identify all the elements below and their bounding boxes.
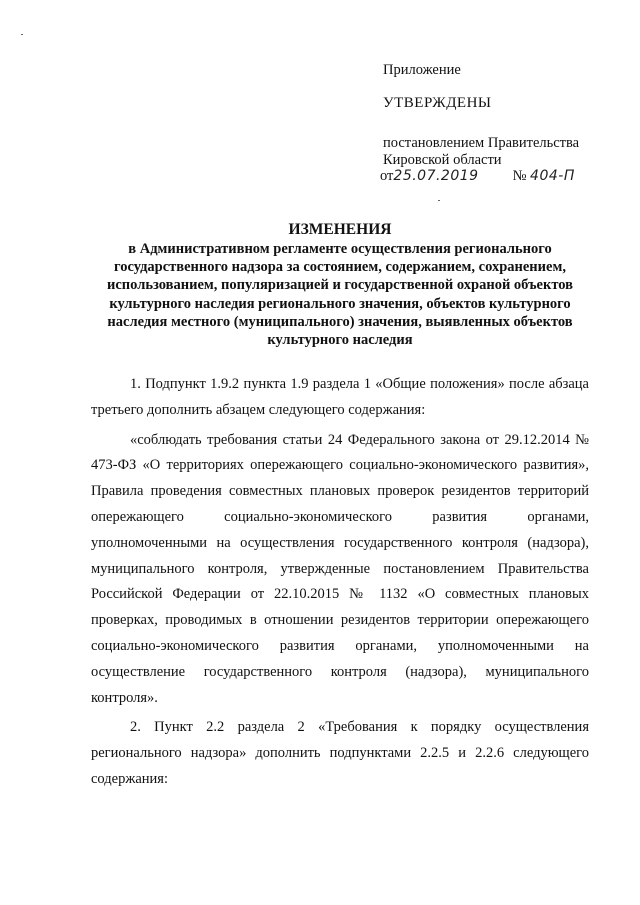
date-prefix: от: [380, 168, 394, 184]
number-prefix: №: [512, 168, 527, 184]
scan-speck: [438, 200, 440, 201]
handwritten-date: 25.07.2019: [393, 168, 479, 184]
appendix-label: Приложение: [383, 62, 461, 78]
handwritten-decree-number: 404-П: [530, 168, 575, 184]
document-body: [91, 372, 589, 793]
approved-label: УТВЕРЖДЕНЫ: [383, 95, 492, 111]
document-subtitle: в Административном регламенте осуществления регионального государственного надзора за состоянием, содержанием, сохранением, использованием, популяризацией и государственной охраной объектов культурного наследия регионального значения, объектов культурного наследия местного (муниципального) значения, выявленных объектов культурного наследия: [107, 241, 573, 349]
scan-speck: [21, 34, 23, 35]
paragraph-3: 2. Пункт 2.2 раздела 2 «Требования к порядку осуществления регионального надзора» дополнить подпунктами 2.2.5 и 2.2.6 следующего содержания:: [91, 719, 589, 787]
paragraph-2-quoted-insertion: «соблюдать требования статьи 24 Федерального закона от 29.12.2014 № 473-ФЗ «О территориях опережающего социально-экономического развития», Правила проведения совместных плановых проверок резидентов территорий опережающего социально-экономического развития органами, уполномоченными на осуществления государственного контроля (надзора), муниципального контроля, утвержденные постановлением Правительства Российской Федерации от 22.10.2015 № 1132 «О совместных плановых проверках, проводимых в отношении резидентов территории опережающего социально-экономического развития органами, уполномоченными на осуществление государственного контроля (надзора), муниципального контроля».: [91, 431, 589, 706]
decree-authority-line2: Кировской области: [383, 152, 502, 168]
decree-date-number-line: [380, 168, 575, 185]
paragraph-1: 1. Подпункт 1.9.2 пункта 1.9 раздела 1 «Общие положения» после абзаца третьего дополнить абзацем следующего содержания:: [91, 376, 589, 418]
document-title: ИЗМЕНЕНИЯ: [288, 221, 392, 238]
decree-authority-line1: постановлением Правительства: [383, 135, 580, 151]
